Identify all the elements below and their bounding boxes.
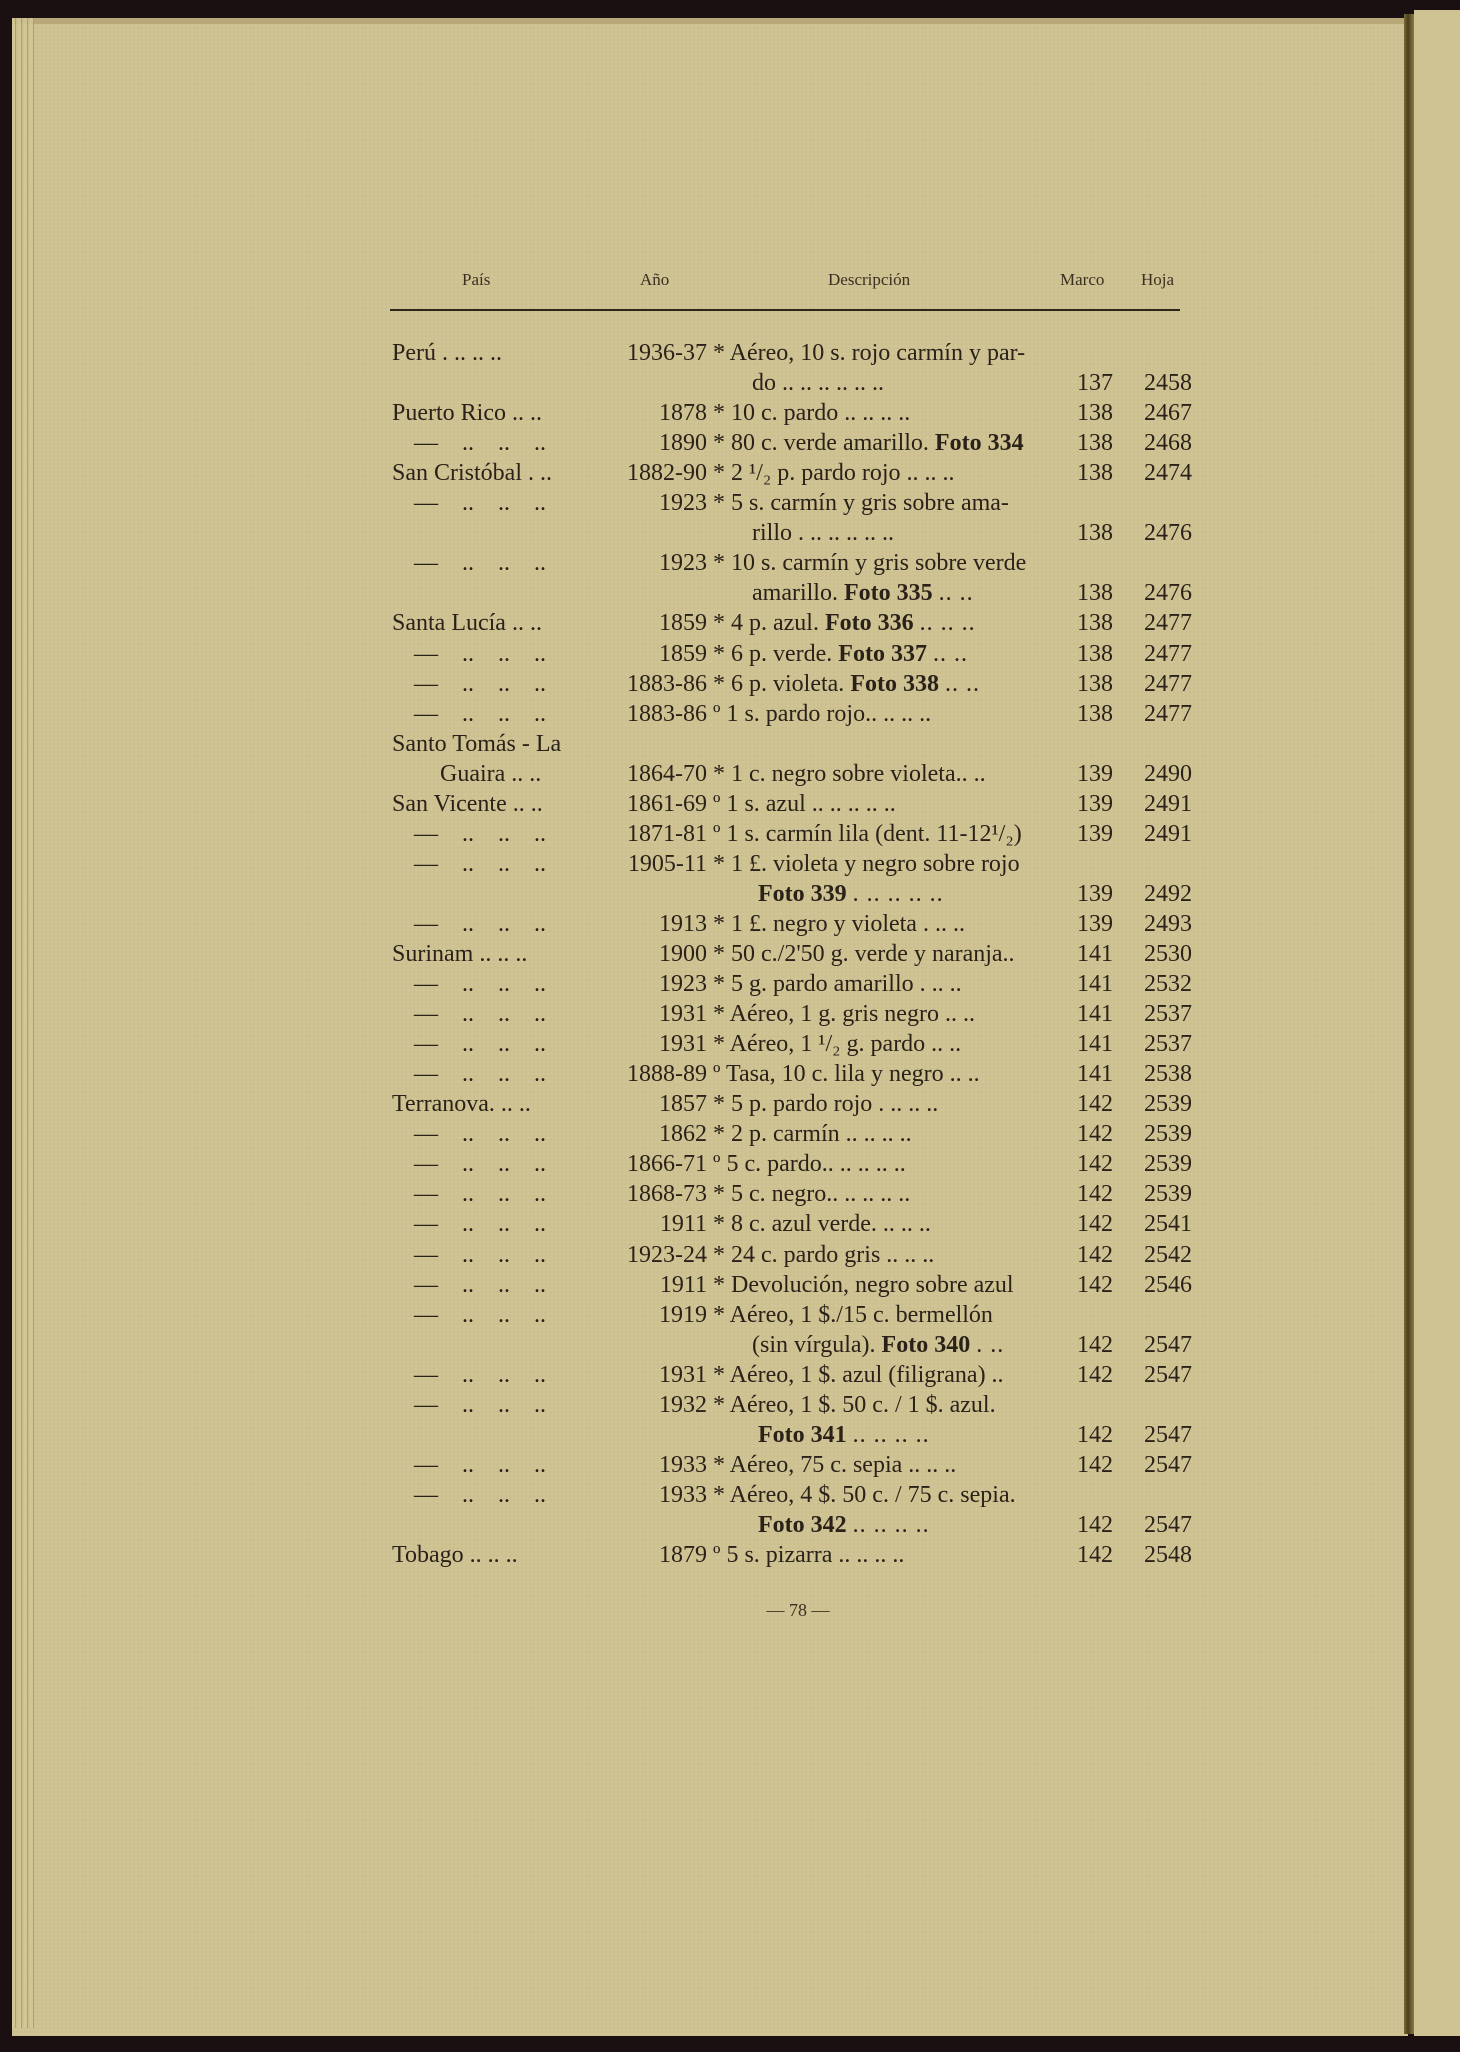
description-text: * 6 p. verde.	[713, 640, 833, 667]
country-cell: Puerto Rico .. ..	[392, 400, 542, 427]
hoja-cell: 2492	[1144, 880, 1192, 907]
table-row	[0, 518, 1460, 548]
description-cell	[713, 1240, 934, 1270]
country-cell: — .. .. ..	[414, 1391, 546, 1418]
description-cell	[713, 1300, 993, 1330]
table-row	[0, 398, 1460, 428]
year-cell: 1900	[659, 941, 707, 967]
marco-cell: 141	[1077, 1001, 1113, 1028]
description-text: º 1 s. pardo rojo.. .. .. ..	[713, 700, 932, 727]
country-cell: — .. .. ..	[414, 1001, 546, 1028]
marco-cell: 142	[1077, 1241, 1113, 1268]
marco-cell: 142	[1077, 1511, 1113, 1538]
description-cell	[713, 608, 976, 638]
country-cell: — .. .. ..	[414, 550, 546, 577]
table-row	[0, 1540, 1460, 1570]
year-cell: 1911	[659, 1271, 707, 1298]
description-text: * Aéreo, 1 $. azul (filigrana) ..	[713, 1361, 1004, 1388]
hoja-cell: 2477	[1144, 670, 1192, 697]
year-cell: 1878	[659, 400, 707, 427]
hoja-cell: 2476	[1144, 520, 1192, 547]
table-row	[0, 639, 1460, 669]
description-text: * Aéreo, 4 $. 50 c. / 75 c. sepia.	[713, 1481, 1016, 1508]
table-row	[0, 1330, 1460, 1360]
hoja-cell: 2458	[1144, 370, 1192, 397]
description-text: * 10 s. carmín y gris sobre verde	[713, 550, 1027, 577]
country-cell: — .. .. ..	[414, 1301, 546, 1328]
description-text: º 5 s. pizarra .. .. .. ..	[713, 1542, 905, 1568]
table-row	[0, 1360, 1460, 1390]
leader-dots: .. ..	[932, 640, 968, 667]
country-cell: Guaira .. ..	[440, 760, 542, 787]
table-row	[0, 488, 1460, 518]
hoja-cell: 2491	[1144, 820, 1192, 847]
description-text: * 2 ¹/₂ p. pardo rojo .. .. ..	[713, 460, 955, 487]
table-row	[0, 1510, 1460, 1540]
marco-cell: 142	[1077, 1211, 1113, 1238]
year-cell: 1923	[659, 971, 707, 998]
photo-reference: Foto 334	[934, 430, 1024, 457]
year-cell: 1882-90	[627, 460, 707, 487]
leader-dots: . ..	[976, 1331, 1005, 1358]
marco-cell: 139	[1077, 880, 1113, 907]
header-description: Descripción	[828, 270, 911, 289]
description-cell	[758, 1420, 930, 1450]
marco-cell: 138	[1077, 700, 1113, 727]
hoja-cell: 2539	[1144, 1091, 1192, 1118]
year-cell: 1864-70	[627, 760, 707, 787]
country-cell: San Cristóbal . ..	[392, 460, 552, 487]
country-cell: — .. .. ..	[414, 850, 546, 877]
table-row	[0, 729, 1460, 759]
marco-cell: 141	[1077, 941, 1113, 967]
country-cell: — .. .. ..	[414, 430, 546, 457]
description-text: rillo . .. .. .. .. ..	[752, 520, 894, 547]
country-cell: — .. .. ..	[414, 1361, 546, 1388]
year-cell: 1931	[659, 1361, 707, 1388]
page-number: — 78 —	[766, 1600, 830, 1620]
description-cell	[713, 699, 931, 729]
table-row	[0, 428, 1460, 458]
country-cell: Surinam .. .. ..	[392, 941, 528, 967]
table-row	[0, 1450, 1460, 1480]
marco-cell: 142	[1077, 1542, 1113, 1568]
hoja-cell: 2530	[1144, 941, 1192, 967]
marco-cell: 138	[1077, 520, 1113, 547]
table-row	[0, 759, 1460, 789]
hoja-cell: 2547	[1144, 1451, 1192, 1478]
marco-cell: 139	[1077, 820, 1113, 847]
marco-cell: 142	[1077, 1361, 1113, 1388]
description-cell	[713, 849, 1020, 879]
table-row	[0, 909, 1460, 939]
marco-cell: 138	[1077, 580, 1113, 607]
description-cell	[713, 639, 968, 669]
leader-dots: .. ..	[944, 670, 980, 697]
marco-cell: 142	[1077, 1151, 1113, 1178]
country-cell: — .. .. ..	[414, 670, 546, 697]
photo-reference: Foto 338	[850, 670, 939, 697]
table-row	[0, 1480, 1460, 1510]
description-text: * 4 p. azul.	[713, 610, 819, 637]
description-text: * Aéreo, 1 ¹/₂ g. pardo .. ..	[713, 1031, 962, 1058]
table-row	[0, 1029, 1460, 1059]
description-text: º 1 s. carmín lila (dent. 11-12¹/₂)	[713, 820, 1022, 847]
table-row	[0, 699, 1460, 729]
description-text: º 5 c. pardo.. .. .. .. ..	[713, 1151, 906, 1178]
description-text: * Aéreo, 75 c. sepia .. .. ..	[713, 1451, 957, 1478]
description-text: º 1 s. azul .. .. .. .. ..	[713, 790, 896, 817]
marco-cell: 142	[1077, 1331, 1113, 1358]
leader-dots: .. .. .. ..	[852, 1511, 930, 1538]
description-cell	[713, 789, 896, 819]
description-cell	[713, 1119, 912, 1149]
hoja-cell: 2491	[1144, 790, 1192, 817]
year-cell: 1879	[659, 1542, 707, 1568]
description-cell	[713, 1540, 904, 1570]
year-cell: 1871-81	[627, 820, 707, 847]
description-cell	[752, 578, 974, 608]
hoja-cell: 2532	[1144, 971, 1192, 998]
table-row	[0, 669, 1460, 699]
leader-dots: .. ..	[938, 580, 974, 607]
description-text: * Aéreo, 1 $. 50 c. / 1 $. azul.	[713, 1391, 996, 1418]
marco-cell: 137	[1077, 370, 1113, 397]
year-cell: 1890	[659, 430, 707, 457]
table-row	[0, 548, 1460, 578]
country-cell: — .. .. ..	[414, 910, 546, 937]
hoja-cell: 2493	[1144, 910, 1192, 937]
table-row	[0, 1420, 1460, 1450]
hoja-cell: 2477	[1144, 640, 1192, 667]
hoja-cell: 2468	[1144, 430, 1192, 457]
hoja-cell: 2548	[1144, 1542, 1192, 1568]
description-cell	[713, 338, 1025, 368]
description-text: * 5 g. pardo amarillo . .. ..	[713, 971, 962, 998]
country-cell: — .. .. ..	[414, 1211, 546, 1238]
table-row	[0, 1240, 1460, 1270]
country-cell: — .. .. ..	[414, 820, 546, 847]
table-row	[0, 1209, 1460, 1239]
photo-reference: Foto 335	[843, 580, 933, 607]
country-cell: San Vicente .. ..	[392, 790, 543, 817]
description-cell	[713, 819, 1022, 849]
description-cell	[713, 1059, 980, 1089]
photo-reference: Foto 337	[838, 640, 927, 667]
marco-cell: 141	[1077, 971, 1113, 998]
description-text: (sin vírgula).	[752, 1331, 876, 1358]
hoja-cell: 2541	[1144, 1211, 1192, 1238]
hoja-cell: 2537	[1144, 1001, 1192, 1028]
description-text: * 8 c. azul verde. .. .. ..	[713, 1211, 931, 1238]
hoja-cell: 2477	[1144, 700, 1192, 727]
hoja-cell: 2476	[1144, 580, 1192, 607]
country-cell: — .. .. ..	[414, 1241, 546, 1268]
description-cell	[713, 969, 962, 999]
description-text: * 80 c. verde amarillo.	[713, 430, 929, 457]
marco-cell: 142	[1077, 1421, 1113, 1448]
marco-cell: 142	[1077, 1271, 1113, 1298]
marco-cell: 138	[1077, 640, 1113, 667]
marco-cell: 139	[1077, 790, 1113, 817]
country-cell: — .. .. ..	[414, 1181, 546, 1208]
description-text: * 1 £. violeta y negro sobre rojo	[713, 850, 1020, 877]
year-cell: 1866-71	[627, 1151, 707, 1178]
hoja-cell: 2537	[1144, 1031, 1192, 1058]
hoja-cell: 2477	[1144, 610, 1192, 637]
year-cell: 1933	[659, 1481, 707, 1508]
description-text: º Tasa, 10 c. lila y negro .. ..	[713, 1061, 980, 1088]
marco-cell: 138	[1077, 460, 1113, 487]
country-cell: Santa Lucía .. ..	[392, 610, 542, 637]
description-cell	[713, 1089, 938, 1119]
leader-dots: .. .. .. ..	[852, 1421, 930, 1448]
description-cell	[713, 939, 1015, 969]
table-row	[0, 368, 1460, 398]
description-text: * 5 c. negro.. .. .. .. ..	[713, 1181, 911, 1208]
year-cell: 1883-86	[627, 700, 707, 727]
year-cell: 1913	[659, 910, 707, 937]
country-cell: — .. .. ..	[414, 1451, 546, 1478]
table-row	[0, 608, 1460, 638]
year-cell: 1868-73	[627, 1181, 707, 1208]
description-text: * 6 p. violeta.	[713, 670, 845, 697]
description-cell	[713, 458, 955, 488]
marco-cell: 139	[1077, 760, 1113, 787]
hoja-cell: 2547	[1144, 1511, 1192, 1538]
description-text: * 5 s. carmín y gris sobre ama-	[713, 490, 1009, 517]
hoja-cell: 2490	[1144, 760, 1192, 787]
table-row	[0, 879, 1460, 909]
table-row	[0, 819, 1460, 849]
marco-cell: 141	[1077, 1061, 1113, 1088]
description-cell	[752, 518, 894, 548]
year-cell: 1931	[659, 1001, 707, 1028]
description-cell	[752, 368, 884, 398]
year-cell: 1931	[659, 1031, 707, 1058]
country-cell: Santo Tomás - La	[392, 730, 562, 757]
marco-cell: 142	[1077, 1091, 1113, 1118]
table-row	[0, 939, 1460, 969]
country-cell: Tobago .. .. ..	[392, 1542, 518, 1568]
description-text: * Devolución, negro sobre azul	[713, 1271, 1014, 1298]
marco-cell: 141	[1077, 1031, 1113, 1058]
header-year: Año	[640, 270, 670, 289]
description-cell	[713, 1390, 996, 1420]
table-row	[0, 999, 1460, 1029]
description-cell	[713, 1029, 961, 1059]
leader-dots: .. .. ..	[919, 610, 976, 637]
description-text: amarillo.	[752, 580, 838, 607]
country-cell: — .. .. ..	[414, 1061, 546, 1088]
description-text: * Aéreo, 1 $./15 c. bermellón	[713, 1301, 993, 1328]
hoja-cell: 2474	[1144, 460, 1192, 487]
country-cell: — .. .. ..	[414, 971, 546, 998]
description-text: * 10 c. pardo .. .. .. ..	[713, 400, 911, 427]
year-cell: 1923	[659, 490, 707, 517]
description-cell	[758, 879, 944, 909]
table-row	[0, 1179, 1460, 1209]
header-country: País	[462, 270, 491, 289]
description-text: * 1 c. negro sobre violeta.. ..	[713, 760, 986, 787]
table-row	[0, 1059, 1460, 1089]
hoja-cell: 2547	[1144, 1421, 1192, 1448]
description-cell	[713, 1450, 956, 1480]
table-row	[0, 578, 1460, 608]
header-hoja: Hoja	[1141, 270, 1175, 289]
marco-cell: 142	[1077, 1121, 1113, 1148]
year-cell: 1932	[659, 1391, 707, 1418]
table-row	[0, 789, 1460, 819]
year-cell: 1923-24	[627, 1241, 707, 1268]
description-cell	[713, 1209, 931, 1239]
description-cell	[713, 669, 980, 699]
year-cell: 1861-69	[627, 790, 707, 817]
marco-cell: 138	[1077, 670, 1113, 697]
year-cell: 1859	[659, 640, 707, 667]
table-row	[0, 849, 1460, 879]
table-row	[0, 1300, 1460, 1330]
country-cell: — .. .. ..	[414, 1121, 546, 1148]
year-cell: 1919	[659, 1301, 707, 1328]
description-cell	[713, 398, 910, 428]
hoja-cell: 2547	[1144, 1361, 1192, 1388]
table-row	[0, 1119, 1460, 1149]
description-text: * Aéreo, 10 s. rojo carmín y par-	[713, 340, 1026, 366]
marco-cell: 138	[1077, 610, 1113, 637]
country-cell: — .. .. ..	[414, 1151, 546, 1178]
description-text: * Aéreo, 1 g. gris negro .. ..	[713, 1001, 975, 1028]
hoja-cell: 2467	[1144, 400, 1192, 427]
hoja-cell: 2538	[1144, 1061, 1192, 1088]
description-text: * 50 c./2'50 g. verde y naranja..	[713, 941, 1015, 967]
table-row	[0, 338, 1460, 368]
description-cell	[713, 488, 1009, 518]
photo-reference: Foto 336	[824, 610, 914, 637]
description-cell	[752, 1330, 1004, 1360]
description-cell	[713, 909, 965, 939]
table-row	[0, 1390, 1460, 1420]
header-rule	[390, 309, 1180, 311]
description-text: * 1 £. negro y violeta . .. ..	[713, 910, 965, 937]
description-cell	[713, 1480, 1016, 1510]
country-cell: Terranova. .. ..	[392, 1091, 531, 1118]
table-row	[0, 458, 1460, 488]
scan-background	[0, 2036, 1460, 2052]
marco-cell: 142	[1077, 1181, 1113, 1208]
description-cell	[713, 548, 1026, 578]
page-top-edge	[12, 18, 1408, 24]
description-text: * 2 p. carmín .. .. .. ..	[713, 1121, 912, 1148]
country-cell: — .. .. ..	[414, 640, 546, 667]
marco-cell: 142	[1077, 1451, 1113, 1478]
header-marco: Marco	[1060, 270, 1105, 289]
leader-dots: . .. .. .. ..	[852, 880, 944, 907]
description-cell	[713, 1179, 910, 1209]
year-cell: 1862	[659, 1121, 707, 1148]
country-cell: — .. .. ..	[414, 490, 546, 517]
year-cell: 1923	[659, 550, 707, 577]
description-cell	[713, 999, 975, 1029]
year-cell: 1883-86	[627, 670, 707, 697]
hoja-cell: 2539	[1144, 1121, 1192, 1148]
table-row	[0, 1270, 1460, 1300]
photo-reference: Foto 340	[881, 1331, 971, 1358]
year-cell: 1905-11	[627, 850, 707, 877]
hoja-cell: 2542	[1144, 1241, 1192, 1268]
year-cell: 1888-89	[627, 1061, 707, 1088]
year-cell: 1933	[659, 1451, 707, 1478]
marco-cell: 138	[1077, 430, 1113, 457]
description-text: * 5 p. pardo rojo . .. .. ..	[713, 1091, 939, 1118]
description-cell	[758, 1510, 930, 1540]
table-row	[0, 1149, 1460, 1179]
country-cell: — .. .. ..	[414, 1271, 546, 1298]
table-row	[0, 1089, 1460, 1119]
country-cell: — .. .. ..	[414, 1031, 546, 1058]
description-text: do .. .. .. .. .. ..	[752, 370, 884, 397]
country-cell: — .. .. ..	[414, 700, 546, 727]
photo-reference: Foto 342	[758, 1511, 847, 1538]
year-cell: 1859	[659, 610, 707, 637]
description-cell	[713, 1270, 1014, 1300]
year-cell: 1911	[659, 1211, 707, 1238]
marco-cell: 138	[1077, 400, 1113, 427]
description-cell	[713, 1360, 1004, 1390]
description-cell	[713, 1149, 906, 1179]
photo-reference: Foto 339	[758, 880, 847, 907]
description-text: * 24 c. pardo gris .. .. ..	[713, 1241, 935, 1268]
year-cell: 1936-37	[627, 340, 707, 366]
hoja-cell: 2539	[1144, 1181, 1192, 1208]
year-cell: 1857	[659, 1091, 707, 1118]
marco-cell: 139	[1077, 910, 1113, 937]
table-row	[0, 969, 1460, 999]
country-cell: — .. .. ..	[414, 1481, 546, 1508]
hoja-cell: 2539	[1144, 1151, 1192, 1178]
description-cell	[713, 759, 986, 789]
hoja-cell: 2547	[1144, 1331, 1192, 1358]
description-cell	[713, 428, 1024, 458]
photo-reference: Foto 341	[758, 1421, 847, 1448]
country-cell: Perú . .. .. ..	[392, 340, 502, 366]
hoja-cell: 2546	[1144, 1271, 1192, 1298]
